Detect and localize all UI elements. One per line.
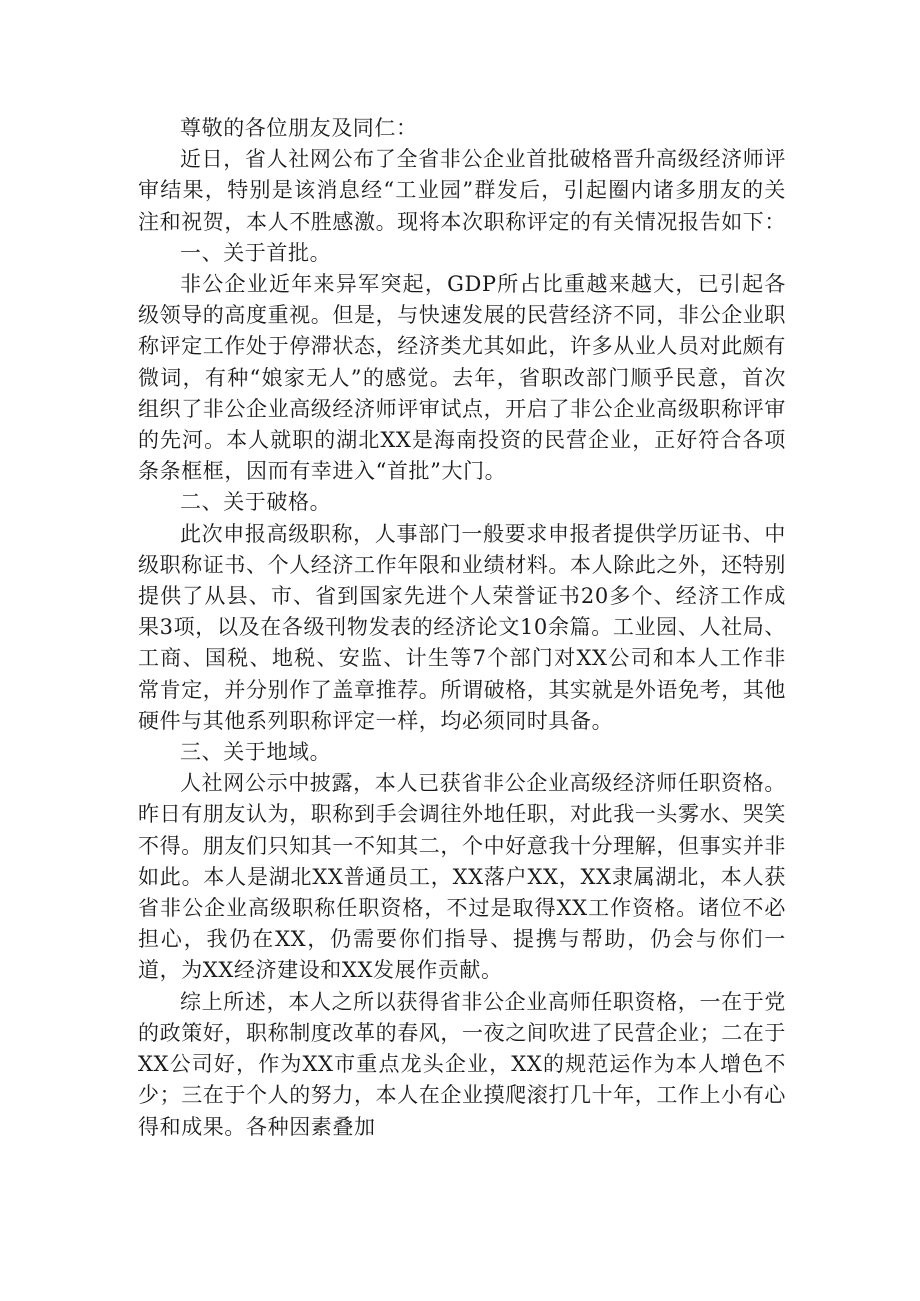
paragraph-intro: 近日，省人社网公布了全省非公企业首批破格晋升高级经济师评审结果，特别是该消息经“工业园”群发后，引起圈内诸多朋友的关注和祝贺，本人不胜感激。现将本次职称评定的有关情况报告如下：	[138, 147, 786, 234]
paragraph-first-batch: 非公企业近年来异军突起，GDP所占比重越来越大，已引起各级领导的高度重视。但是，与快速发展的民营经济不同，非公企业职称评定工作处于停滞状态，经济类尤其如此，许多从业人员对此颇有微词，有种“娘家无人”的感觉。去年，省职改部门顺乎民意，首次组织了非公企业高级经济师评审试点，开启了非公企业高级职称评审的先河。本人就职的湖北XX是海南投资的民营企业，正好符合各项条条框框，因而有幸进入“首批”大门。	[138, 272, 786, 484]
paragraph-exception: 此次申报高级职称，人事部门一般要求申报者提供学历证书、中级职称证书、个人经济工作年限和业绩材料。本人除此之外，还特别提供了从县、市、省到国家先进个人荣誉证书20多个、经济工作成果3项，以及在各级刊物发表的经济论文10余篇。工业园、人社局、工商、国税、地税、安监、计生等7个部门对XX公司和本人工作非常肯定，并分别作了盖章推荐。所谓破格，其实就是外语免考，其他硬件与其他系列职称评定一样，均必须同时具备。	[138, 521, 786, 733]
document-body	[138, 113, 786, 1143]
paragraph-summary: 综上所述，本人之所以获得省非公企业高师任职资格，一在于党的政策好，职称制度改革的春风，一夜之间吹进了民营企业；二在于XX公司好，作为XX市重点龙头企业，XX的规范运作为本人增色不少；三在于个人的努力，本人在企业摸爬滚打几十年，工作上小有心得和成果。各种因素叠加	[138, 989, 786, 1139]
section-heading-exception: 二、关于破格。	[180, 490, 332, 515]
section-heading-region: 三、关于地域。	[180, 740, 332, 765]
section-heading-first-batch: 一、关于首批。	[180, 240, 332, 265]
salutation: 尊敬的各位朋友及同仁：	[180, 116, 418, 140]
paragraph-region: 人社网公示中披露，本人已获省非公企业高级经济师任职资格。昨日有朋友认为，职称到手会调往外地任职，对此我一头雾水、哭笑不得。朋友们只知其一不知其二，个中好意我十分理解，但事实并非如此。本人是湖北XX普通员工，XX落户XX，XX隶属湖北，本人获省非公企业高级职称任职资格，不过是取得XX工作资格。诸位不必担心，我仍在XX，仍需要你们指导、提携与帮助，仍会与你们一道，为XX经济建设和XX发展作贡献。	[138, 771, 786, 983]
